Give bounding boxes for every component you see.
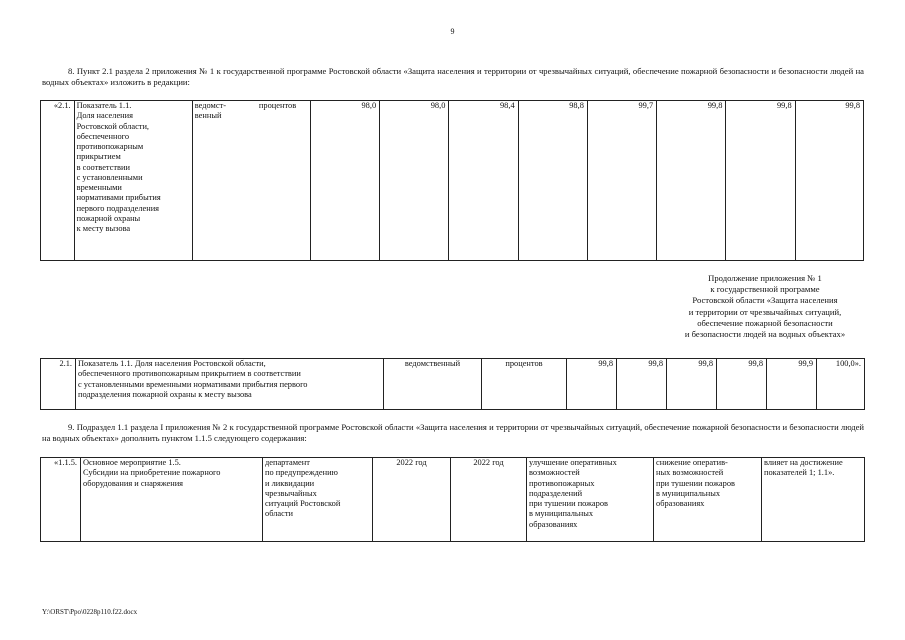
value-cell: 99,8 xyxy=(717,359,767,410)
activity-table xyxy=(40,457,865,542)
value-cell: 98,4 xyxy=(449,101,518,261)
activity-end: 2022 год xyxy=(451,458,527,542)
activity-name: Основное мероприятие 1.5. Субсидии на приобретение пожарного оборудования и снаряжения xyxy=(81,458,263,542)
footer-path: Y:\ORST\Ppo\0228p110.f22.docx xyxy=(42,608,138,616)
value-cell: 99,8 xyxy=(567,359,617,410)
row-number: «2.1. xyxy=(41,101,75,261)
activity-result: улучшение оперативных возможностей противопожарных подразделений при тушении пожаров в муниципальных образованиях xyxy=(527,458,654,542)
value-cell: 99,8 xyxy=(667,359,717,410)
value-cell: 99,8 xyxy=(617,359,667,410)
value-cell: 99,8 xyxy=(657,101,726,261)
activity-link: влияет на достижение показателей 1; 1.1». xyxy=(762,458,865,542)
indicator-name: Показатель 1.1. Доля населения Ростовской области, обеспеченного противопожарным прикрытием в соответствии с установленными временными нормативами прибытия первого подразделения пожарной охраны к месту вызова xyxy=(74,101,192,261)
indicator-table-new xyxy=(40,358,865,410)
appendix-line: Продолжение приложения № 1 xyxy=(708,273,822,283)
page-number: 9 xyxy=(450,27,455,36)
value-cell: 98,0 xyxy=(310,101,379,261)
indicator-name: Показатель 1.1. Доля населения Ростовской области, обеспеченного противопожарным прикрытием в соответствии с установленными временными нормативами прибытия первого подразделения пожарной охраны к месту вызова xyxy=(76,359,384,410)
row-number: 2.1. xyxy=(41,359,76,410)
value-cell: 100,0». xyxy=(817,359,865,410)
indicator-unit: процентов xyxy=(245,101,310,261)
paragraph-9: 9. Подраздел 1.1 раздела I приложения № 2 к государственной программе Ростовской области «Защита населения и территории от чрезвычайных ситуаций, обеспечение пожарной безопасности и безопасности людей на водных объектах» дополнить пунктом 1.1.5 следующего содержания: xyxy=(42,422,864,443)
value-cell: 99,9 xyxy=(767,359,817,410)
table-row xyxy=(41,101,864,261)
indicator-table-old xyxy=(40,100,864,261)
table-row xyxy=(41,359,865,410)
appendix-line: и безопасности людей на водных объектах» xyxy=(684,328,846,339)
value-cell: 99,7 xyxy=(587,101,656,261)
appendix-line: и территории от чрезвычайных ситуаций, xyxy=(688,306,842,317)
value-cell: 99,8 xyxy=(726,101,795,261)
indicator-unit: процентов xyxy=(482,359,567,410)
row-number: «1.1.5. xyxy=(41,458,81,542)
table-row xyxy=(41,458,865,542)
appendix-line: обеспечение пожарной безопасности xyxy=(697,317,833,328)
activity-consequence: снижение оператив- ных возможностей при тушении пожаров в муниципальных образованиях xyxy=(654,458,762,542)
appendix-line: Ростовской области «Защита населения xyxy=(692,295,838,306)
appendix-line: к государственной программе xyxy=(710,284,820,295)
value-cell: 98,8 xyxy=(518,101,587,261)
activity-start: 2022 год xyxy=(373,458,451,542)
appendix-heading xyxy=(650,273,880,340)
value-cell: 98,0 xyxy=(380,101,449,261)
indicator-type: ведомственный xyxy=(384,359,482,410)
activity-executor: департамент по предупреждению и ликвидации чрезвычайных ситуаций Ростовской области xyxy=(263,458,373,542)
value-cell: 99,8 xyxy=(795,101,863,261)
indicator-type: ведомст- венный xyxy=(192,101,245,261)
paragraph-8: 8. Пункт 2.1 раздела 2 приложения № 1 к государственной программе Ростовской области «Защита населения и территории от чрезвычайных ситуаций, обеспечение пожарной безопасности и безопасности людей на водных объектах» изложить в редакции: xyxy=(42,66,864,87)
